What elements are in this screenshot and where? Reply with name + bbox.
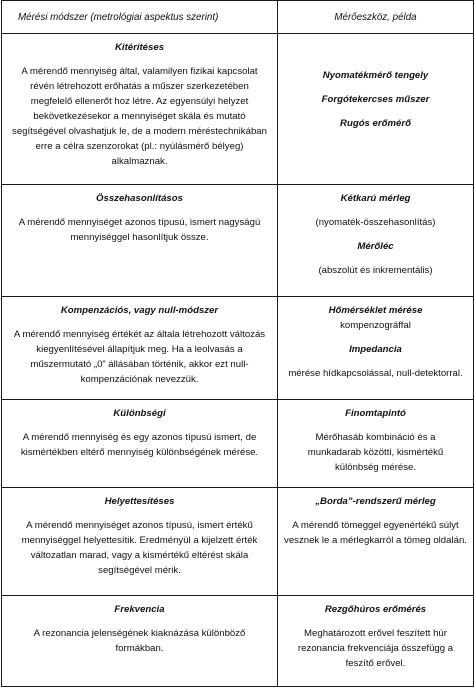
column-header-instrument: Mérőeszköz, példa [278,1,474,34]
example-item: A mérendő tömeggel egyenértékű súlyt vesznek le a mérlegkarról a tömeg oldalán. [284,520,467,546]
method-description: A mérendő mennyiséget azonos típusú, ismert nagyságú mennyiséggel hasonlítjuk össze. [18,217,261,243]
example-item: Forgótekercses műszer [321,94,430,105]
table-row [2,488,474,596]
method-cell [2,297,278,400]
method-cell [2,488,278,596]
method-title: Frekvencia [114,604,165,615]
method-title: Kitérítéses [114,42,165,53]
method-title: Összehasonlításos [96,193,183,204]
table-row [2,596,474,687]
table-row [2,34,474,185]
table-row [2,400,474,488]
method-title: Különbségi [113,408,166,419]
method-description: A rezonancia jelenségének kiaknázása különböző formákban. [33,628,246,654]
method-description: A mérendő mennyiség értékét az általa létrehozott változás kiegyenlítésével állapítjuk meg. Ha a leolvasás a műszermutató „0” állásában történik, akkor ezt null-kompenzációnak nevezzük. [13,329,266,385]
example-cell [278,596,474,687]
example-item: Rugós erőmérő [340,118,411,129]
example-item: Finomtapintó [345,408,406,419]
method-description: A mérendő mennyiség által, valamilyen fizikai kapcsolat révén létrehozott erőhatás a műszer szerkezetében megfelelő ellenerőt hoz létre. Az egyensúlyi helyzet bekövetkezésekor a mennyiséget skála és mutató segítségével olvashatjuk le, de a modern méréstechnikában erre a célra szenzorokat (pl.: nyúlásmérő bélyeg) alkalmaznak. [12,66,267,167]
table-row [2,297,474,400]
example-item: Hőmérséklet mérése [328,305,423,316]
example-cell [278,488,474,596]
example-cell [278,185,474,297]
example-cell [278,34,474,185]
table-header-row [2,1,474,34]
method-description: A mérendő mennyiség és egy azonos típusú ismert, de kismértékben eltérő mennyiség különbségének mérése. [20,432,259,458]
example-item: Kétkarú mérleg [340,193,411,204]
example-item: Nyomatékmérő tengely [322,70,429,81]
column-header-method: Mérési módszer (metrológiai aspektus szerint) [2,1,278,34]
example-item: „Borda”-rendszerű mérleg [315,496,436,507]
example-item: Impedancia [349,344,402,355]
example-item: Meghatározott erővel feszített húr rezonancia frekvenciája összefügg a feszítő erővel. [297,628,454,669]
example-item: Mérőléc [357,241,394,252]
example-item: kompenzográffal [340,320,411,331]
method-cell [2,400,278,488]
example-cell [278,297,474,400]
method-title: Kompenzációs, vagy null-módszer [60,305,219,316]
example-item: Rezgőhúros erőmérés [324,604,427,615]
method-description: A mérendő mennyiséget azonos típusú, ismert értékű mennyiséggel helyettesítik. Eredményül a kijelzett érték változatlan marad, vagy a kismértékű eltérést skála segítségével mérik. [21,520,258,576]
example-item: (abszolút és inkrementális) [318,265,433,276]
method-cell [2,596,278,687]
method-cell [2,185,278,297]
table-row [2,185,474,297]
example-item: mérése hídkapcsolással, null-detektorral. [288,368,463,379]
example-item: Mérőhasáb kombináció és a munkadarab közötti, kismértékű különbség mérése. [307,432,444,473]
method-cell [2,34,278,185]
example-item: (nyomaték-összehasonlítás) [315,217,436,228]
method-title: Helyettesítéses [104,496,175,507]
methods-table [1,0,474,687]
example-cell [278,400,474,488]
